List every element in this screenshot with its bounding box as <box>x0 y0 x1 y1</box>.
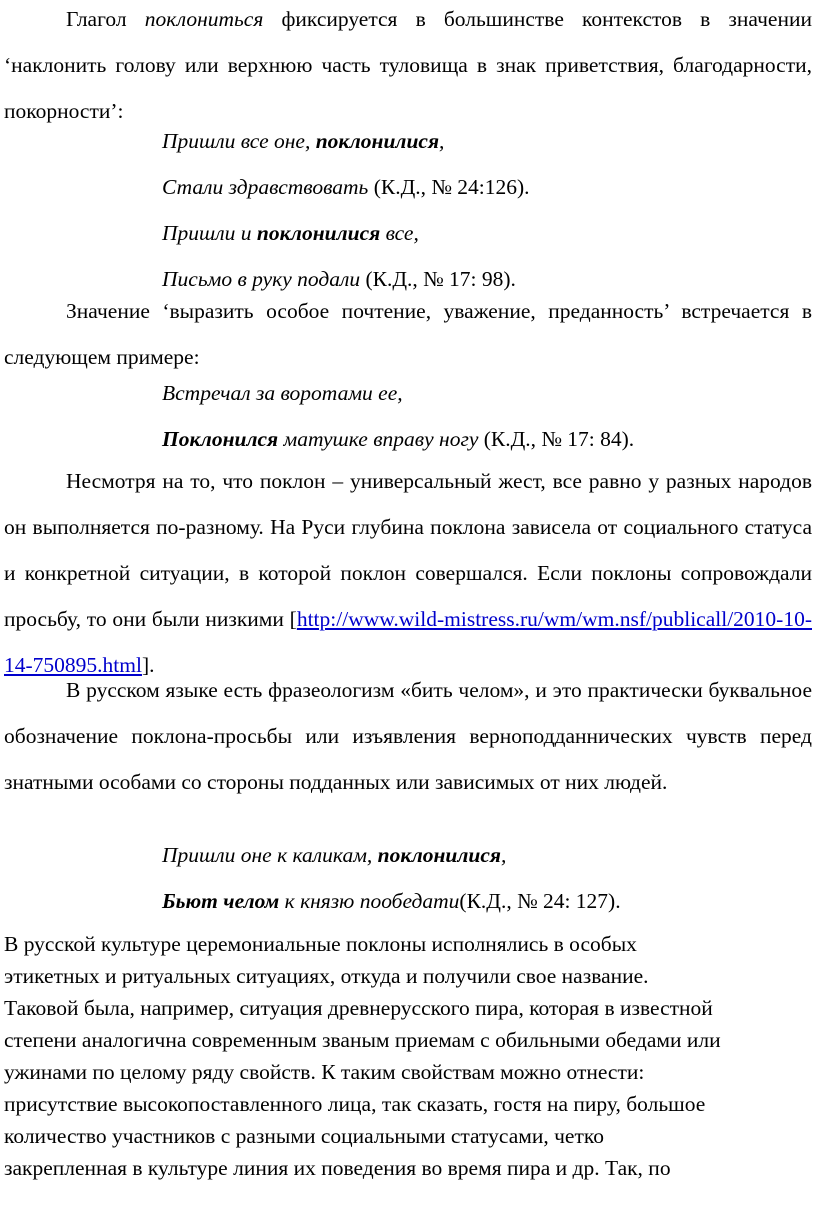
text-line: В русской культуре церемониальные поклоны исполнялись в особых <box>4 932 637 956</box>
verse-line <box>0 210 530 256</box>
paragraph-2 <box>0 288 812 380</box>
bold-term: поклонилися <box>377 843 501 867</box>
text: фиксируется в большинстве контекстов в значении ‘наклонить голову или верхнюю часть туловища в знак приветствия, благодарности, покорности’: <box>4 7 812 123</box>
bold-term: поклонилися <box>256 221 381 245</box>
bold-term: поклонилися <box>315 129 440 153</box>
verse-line <box>0 118 530 164</box>
citation: (К.Д., № 17: 84). <box>478 427 635 451</box>
citation: (К.Д., № 17: 98). <box>360 267 516 291</box>
source-link[interactable]: http://www.wild-mistress.ru/wm/wm.nsf/publicall/2010-10-14-750895.html <box>4 607 812 677</box>
text-line: количество участников с разными социальными статусами, четко <box>4 1124 604 1148</box>
text-line: Таковой была, например, ситуация древнерусского пира, которая в известной <box>4 996 713 1020</box>
paragraph-4 <box>0 667 812 805</box>
paragraph-5 <box>0 928 816 1184</box>
text: Стали здравствовать <box>162 175 369 199</box>
text: все, <box>380 221 419 245</box>
verse-line <box>0 416 634 462</box>
citation: (К.Д., № 24: 127). <box>459 889 621 913</box>
text: Письмо в руку подали <box>162 267 361 291</box>
verse-line <box>0 164 530 210</box>
citation: (К.Д., № 24:126). <box>368 175 530 199</box>
text: В русском языке есть фразеологизм «бить челом», и это практически буквальное обозначение поклона-просьбы или изъявления верноподданнических чувств перед знатными особами со стороны подданных или зависимых от них людей. <box>4 678 812 794</box>
verse-line <box>0 878 621 924</box>
text: Глагол <box>66 7 145 31</box>
text-line: закрепленная в культуре линия их поведения во время пира и др. Так, по <box>4 1156 671 1180</box>
italic-term: поклониться <box>144 7 264 31</box>
text: ]. <box>141 653 155 677</box>
text: , <box>439 129 445 153</box>
text: Несмотря на то, что поклон – универсальный жест, все равно у разных народов он выполняется по-разному. На Руси глубина поклона зависела от социального статуса и конкретной ситуации, в которой поклон совершался. Если поклоны сопровождали просьбу, то они были низкими [ <box>4 469 812 631</box>
text-line: присутствие высокопоставленного лица, так сказать, гостя на пиру, большое <box>4 1092 706 1116</box>
text-line: ужинами по целому ряду свойств. К таким свойствам можно отнести: <box>4 1060 645 1084</box>
text-line: этикетных и ритуальных ситуациях, откуда и получили свое название. <box>4 964 649 988</box>
paragraph-1 <box>0 0 812 134</box>
quote-2 <box>0 370 634 462</box>
text: , <box>501 843 507 867</box>
text-line: степени аналогична современным званым приемам с обильными обедами или <box>4 1028 721 1052</box>
quote-3 <box>0 832 621 924</box>
bold-term: Бьют челом <box>162 889 280 913</box>
paragraph-3 <box>0 458 812 688</box>
text: матушке вправу ногу <box>278 427 479 451</box>
quote-1 <box>0 118 530 302</box>
verse-line <box>0 832 621 878</box>
text: Пришли оне к каликам, <box>162 843 378 867</box>
text: Пришли все оне, <box>162 129 316 153</box>
text: Значение ‘выразить особое почтение, уважение, преданность’ встречается в следующем примере: <box>4 299 812 369</box>
verse-line <box>0 370 634 416</box>
bold-term: Поклонился <box>162 427 279 451</box>
text: Пришли и <box>162 221 257 245</box>
text: Встречал за воротами ее, <box>162 381 403 405</box>
text: к князю пообедати <box>279 889 460 913</box>
